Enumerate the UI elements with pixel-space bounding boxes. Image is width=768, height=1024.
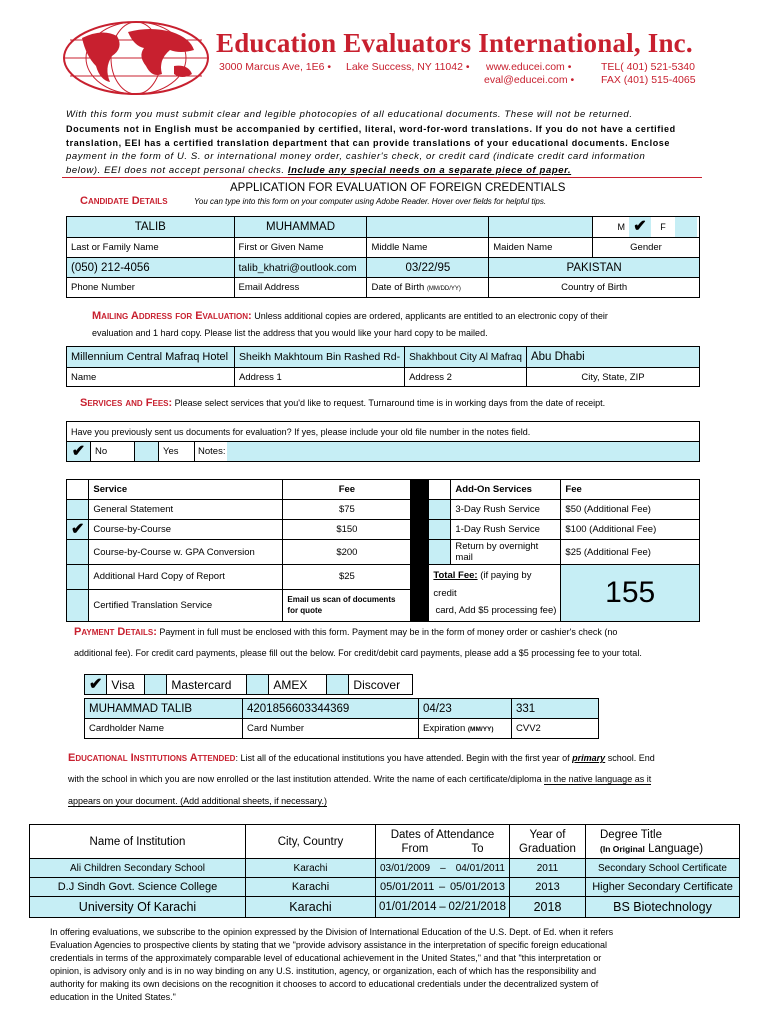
cardholder-field[interactable]: MUHAMMAD TALIB [85,699,243,719]
service-check-header [67,480,89,500]
mastercard-label: Mastercard [167,675,247,695]
addon-checkbox[interactable] [429,500,451,520]
education-section-title: Educational Institutions Attended [68,752,236,764]
degree-title-field[interactable]: BS Biotechnology [586,897,740,918]
institution-city-field[interactable]: Karachi [246,897,376,918]
col-institution-header: Name of Institution [30,825,246,859]
card-details-table [84,698,599,739]
previous-no-label: No [91,442,135,462]
country-label: Country of Birth [489,278,700,298]
last-name-field[interactable]: TALIB [67,217,235,238]
previous-yes-checkbox[interactable] [135,442,159,462]
dob-label: Date of Birth (MM/DD/YY) [367,278,489,298]
cvv-field[interactable]: 331 [512,699,599,719]
maiden-name-label: Maiden Name [489,238,593,258]
graduation-year-field[interactable]: 2011 [510,859,586,878]
fee-col-header: Fee [283,480,411,500]
cvv-label: CVV2 [512,719,599,739]
mailing-address1-field[interactable]: Sheikh Makhtoum Bin Rashed Rd- [235,347,405,368]
service-checkbox[interactable]: ✔ [67,520,89,540]
col-dates-header: Dates of Attendance From To [376,825,510,859]
previous-yes-label: Yes [159,442,195,462]
mailing-name-field[interactable]: Millennium Central Mafraq Hotel [67,347,235,368]
service-name: Course-by-Course w. GPA Conversion [89,540,283,565]
middle-name-label: Middle Name [367,238,489,258]
country-field[interactable]: PAKISTAN [489,258,700,278]
col-city-header: City, Country [246,825,376,859]
institution-name-field[interactable]: University Of Karachi [30,897,246,918]
globe-logo-icon [62,20,210,96]
application-title: APPLICATION FOR EVALUATION OF FOREIGN CREDENTIALS [230,182,566,194]
gender-f-checkbox[interactable] [675,217,697,237]
institution-city-field[interactable]: Karachi [246,878,376,897]
col-year-header: Year of Graduation [510,825,586,859]
gender-f-label: F [660,222,666,232]
services-divider [411,480,429,622]
card-number-label: Card Number [243,719,419,739]
addon-fee: $100 (Additional Fee) [561,520,700,540]
expiration-field[interactable]: 04/23 [419,699,512,719]
addon-check-header [429,480,451,500]
payment-section-title: Payment Details: [74,626,157,638]
amex-checkbox[interactable] [247,675,269,695]
org-city: Lake Success, NY 11042 • [346,61,470,73]
card-type-table [84,674,413,695]
service-fee: $200 [283,540,411,565]
addon-col-header: Add-On Services [451,480,561,500]
mailing-address2-label: Address 2 [405,368,527,387]
addon-name: 1-Day Rush Service [451,520,561,540]
degree-title-field[interactable]: Higher Secondary Certificate [586,878,740,897]
first-name-field[interactable]: MUHAMMAD [234,217,367,238]
education-row [30,878,740,897]
candidate-hint: You can type into this form on your computer using Adobe Reader. Hover over fields for helpful tips. [194,197,547,206]
institution-name-field[interactable]: Ali Children Secondary School [30,859,246,878]
previous-question: Have you previously sent us documents for evaluation? If yes, please include your old file number in the notes field. [67,422,700,442]
gender-m-label: M [617,222,625,232]
service-name: Additional Hard Copy of Report [89,565,283,590]
col-degree-header: Degree Title (In Original Language) [586,825,740,859]
education-row [30,859,740,878]
mailing-city-label: City, State, ZIP [526,368,699,387]
discover-checkbox[interactable] [327,675,349,695]
expiration-label: Expiration (MM/YY) [419,719,512,739]
notes-field[interactable] [227,442,699,461]
services-section-title: Services and Fees: [80,397,173,409]
service-checkbox[interactable] [67,589,89,621]
notes-label: Notes: [198,446,226,457]
graduation-year-field[interactable]: 2018 [510,897,586,918]
candidate-table [66,216,700,298]
footer-disclaimer: In offering evaluations, we subscribe to the opinion expressed by the Division of International Education of the U.S. Dept. of Ed. when it refers Evaluation Agencies to prospective clients by stating that we "provide advisory assistance in the interpretation of specific foreign educational credentials in terms of the approximately comparable level of educational achievement in the United States," and that "this interpretation or opinion, is advisory only and is in no way binding on any U.S. institution, agency, or organization, each of which has the responsibility and authority for making its own decisions on the recognition it chooses to accord to educational credentials under the decentralized system of education in the United States." [50,927,614,1002]
intro-text: With this form you must submit clear and legible photocopies of all educational documents. These will not be returned. Documents not in English must be accompanied by certified, literal, word-for-word translations. If you do not have a certified translation, EEI has a certified translation department that can provide translations of your educational documents. Enclose payment in the form of U. S. or international money order, cashier's check, or credit card (indicate credit card information below). EEI does not accept personal checks. Include any special needs on a separate piece of paper. [66,109,676,176]
addon-checkbox[interactable] [429,520,451,540]
org-address: 3000 Marcus Ave, 1E6 • [219,61,332,73]
education-row [30,897,740,918]
org-fax: FAX (401) 515-4065 [601,74,696,86]
middle-name-field[interactable] [367,217,489,238]
mailing-name-label: Name [67,368,235,387]
candidate-section-title: Candidate Details [80,195,168,207]
service-fee: $25 [283,565,411,590]
header-divider [62,177,702,178]
mailing-desc: Mailing Address for Evaluation: Unless additional copies are ordered, applicants are entitled to an electronic copy of their [92,310,608,322]
mailing-table [66,346,700,387]
email-field[interactable]: talib_khatri@outlook.com [234,258,367,278]
attendance-dates-field[interactable]: 01/01/2014 – 02/21/2018 [376,897,510,918]
previous-notes[interactable] [195,442,700,462]
service-fee: Email us scan of documents for quote [283,589,411,621]
previous-no-checkbox[interactable]: ✔ [67,442,91,462]
services-desc: Services and Fees: Please select services that you'd like to request. Turnaround time is in working days from the date of receipt. [80,397,606,409]
attendance-dates-field[interactable]: 03/01/2009 – 04/01/2011 [376,859,510,878]
addon-name: 3-Day Rush Service [451,500,561,520]
mailing-address1-label: Address 1 [235,368,405,387]
amex-label: AMEX [269,675,327,695]
education-desc-2: with the school in which you are now enrolled or the last institution attended. Write the name of each certificate/diploma in the native language as it [68,774,652,784]
payment-desc-2: additional fee). For credit card payments, please fill out the below. For credit/debit card payments, please add a $5 processing fee to your total. [74,648,642,658]
org-email: eval@educei.com • [484,74,575,86]
total-fee-label: Total Fee: (if paying by credit card, Add $5 processing fee) [429,565,561,622]
org-tel: TEL( 401) 521-5340 [601,61,695,73]
cardholder-label: Cardholder Name [85,719,243,739]
gender-field[interactable] [592,217,699,238]
org-name: Education Evaluators International, Inc. [216,28,693,58]
maiden-name-field[interactable] [489,217,593,238]
phone-field[interactable]: (050) 212-4056 [67,258,235,278]
service-name: Course-by-Course [89,520,283,540]
gender-m-checkbox[interactable]: ✔ [629,217,651,237]
education-table [29,824,740,918]
mailing-section-title: Mailing Address for Evaluation: [92,310,252,322]
payment-desc: Payment Details: Payment in full must be enclosed with this form. Payment may be in the form of money order or cashier's check (no [74,626,618,638]
service-name: Certified Translation Service [89,589,283,621]
addon-fee-col-header: Fee [561,480,700,500]
last-name-label: Last or Family Name [67,238,235,258]
degree-title-field[interactable]: Secondary School Certificate [586,859,740,878]
previous-table [66,421,700,462]
card-number-field[interactable]: 4201856603344369 [243,699,419,719]
mastercard-checkbox[interactable] [145,675,167,695]
gender-label: Gender [592,238,699,258]
total-fee-value[interactable]: 155 [561,565,700,622]
visa-label: Visa [107,675,145,695]
service-name: General Statement [89,500,283,520]
mailing-desc-2: evaluation and 1 hard copy. Please list the address that you would like your hard copy to be mailed. [92,328,488,338]
institution-name-field[interactable]: D.J Sindh Govt. Science College [30,878,246,897]
addon-name: Return by overnight mail [451,540,561,565]
discover-label: Discover [349,675,413,695]
dob-field[interactable]: 03/22/95 [367,258,489,278]
service-col-header: Service [89,480,283,500]
org-website: www.educei.com • [486,61,572,73]
service-checkbox[interactable] [67,565,89,590]
services-table [66,479,700,622]
education-desc-3: appears on your document. (Add additional sheets, if necessary.) [68,796,327,806]
addon-fee: $25 (Additional Fee) [561,540,700,565]
service-fee: $150 [283,520,411,540]
mailing-address2-field[interactable]: Shakhbout City Al Mafraq [405,347,527,368]
mailing-city-field[interactable]: Abu Dhabi [526,347,699,368]
institution-city-field[interactable]: Karachi [246,859,376,878]
addon-fee: $50 (Additional Fee) [561,500,700,520]
service-fee: $75 [283,500,411,520]
addon-checkbox[interactable] [429,540,451,565]
graduation-year-field[interactable]: 2013 [510,878,586,897]
education-desc: Educational Institutions Attended: List all of the educational institutions you have attended. Begin with the first year of primary school. End [68,752,655,764]
attendance-dates-field[interactable]: 05/01/2011 – 05/01/2013 [376,878,510,897]
visa-checkbox[interactable]: ✔ [85,675,107,695]
phone-label: Phone Number [67,278,235,298]
email-label: Email Address [234,278,367,298]
service-checkbox[interactable] [67,500,89,520]
service-checkbox[interactable] [67,540,89,565]
first-name-label: First or Given Name [234,238,367,258]
